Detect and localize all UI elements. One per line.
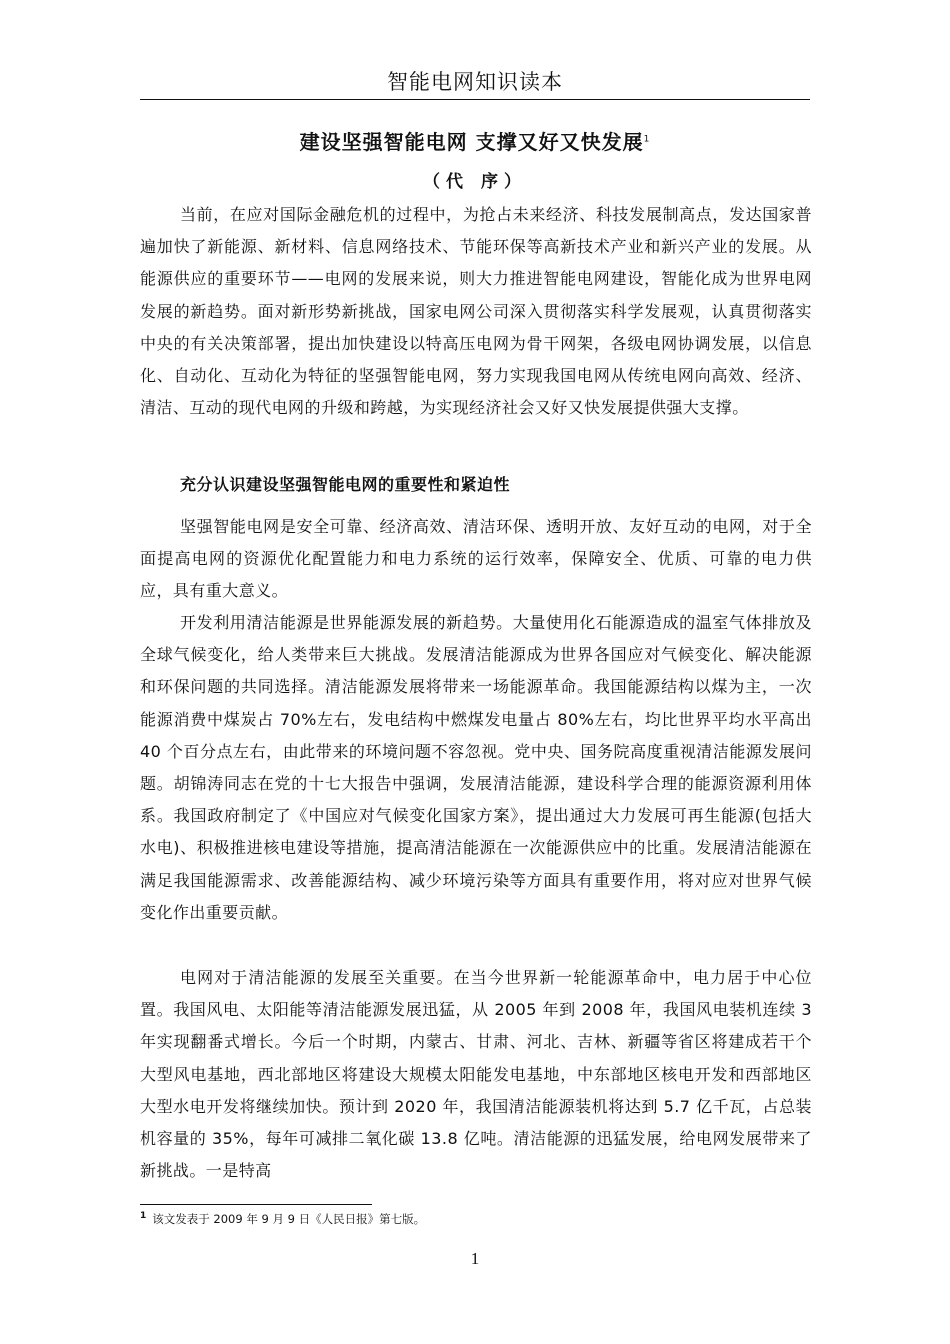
body-paragraph-2: 开发利用清洁能源是世界能源发展的新趋势。大量使用化石能源造成的温室气体排放及全球气候变化，给人类带来巨大挑战。发展清洁能源成为世界各国应对气候变化、解决能源和环保问题的共同选择。清洁能源发展将带来一场能源革命。我国能源结构以煤为主，一次能源消费中煤炭占 70%左右，发电结构中燃煤发电量占 80%左右，均比世界平均水平高出 40 个百分点左右，由此带来的环境问题不容忽视。党中央、国务院高度重视清洁能源发展问题。胡锦涛同志在党的十七大报告中强调，发展清洁能源，建设科学合理的能源资源利用体系。我国政府制定了《中国应对气候变化国家方案》，提出通过大力发展可再生能源(包括大水电)、积极推进核电建设等措施，提高清洁能源在一次能源供应中的比重。发展清洁能源在满足我国能源需求、改善能源结构、减少环境污染等方面具有重要作用，将对应对世界气候变化作出重要贡献。 [140, 613, 812, 922]
footnote-divider [140, 1204, 372, 1205]
section-heading: 充分认识建设坚强智能电网的重要性和紧迫性 [180, 475, 511, 494]
running-header-title: 智能电网知识读本 [387, 70, 563, 94]
article-subtitle: （代 序） [423, 172, 527, 192]
body-paragraph-3: 电网对于清洁能源的发展至关重要。在当今世界新一轮能源革命中，电力居于中心位置。我国风电、太阳能等清洁能源发展迅猛，从 2005 年到 2008 年，我国风电装机连续 3 年实现翻番式增长。今后一个时期，内蒙古、甘肃、河北、吉林、新疆等省区将建成若干个大型风电基地，西北部地区将建设大规模太阳能发电基地，中东部地区核电开发和西部地区大型水电开发将继续加快。预计到 2020 年，我国清洁能源装机将达到 5.7 亿千瓦，占总装机容量的 35%，每年可减排二氧化碳 13.8 亿吨。清洁能源的迅猛发展，给电网发展带来了新挑战。一是特高 [140, 968, 812, 1181]
footnote-mark: 1 [140, 1211, 147, 1222]
title-footnote-mark[interactable]: 1 [643, 134, 651, 145]
body-paragraph-1: 坚强智能电网是安全可靠、经济高效、清洁环保、透明开放、友好互动的电网，对于全面提高电网的资源优化配置能力和电力系统的运行效率，保障安全、优质、可靠的电力供应，具有重大意义。 [140, 517, 812, 601]
footnote-text: 该文发表于 2009 年 9 月 9 日《人民日报》第七版。 [152, 1212, 426, 1226]
intro-paragraph: 当前，在应对国际金融危机的过程中，为抢占未来经济、科技发展制高点，发达国家普遍加快了新能源、新材料、信息网络技术、节能环保等高新技术产业和新兴产业的发展。从能源供应的重要环节——电网的发展来说，则大力推进智能电网建设，智能化成为世界电网发展的新趋势。面对新形势新挑战，国家电网公司深入贯彻落实科学发展观，认真贯彻落实中央的有关决策部署，提出加快建设以特高压电网为骨干网架，各级电网协调发展，以信息化、自动化、互动化为特征的坚强智能电网，努力实现我国电网从传统电网向高效、经济、清洁、互动的现代电网的升级和跨越，为实现经济社会又好又快发展提供强大支撑。 [140, 205, 812, 418]
page-number: 1 [470, 1249, 480, 1268]
header-divider [140, 99, 810, 100]
footnote [140, 1211, 425, 1227]
article-title [140, 128, 810, 156]
article-title-text: 建设坚强智能电网 支撑又好又快发展 [299, 130, 644, 154]
